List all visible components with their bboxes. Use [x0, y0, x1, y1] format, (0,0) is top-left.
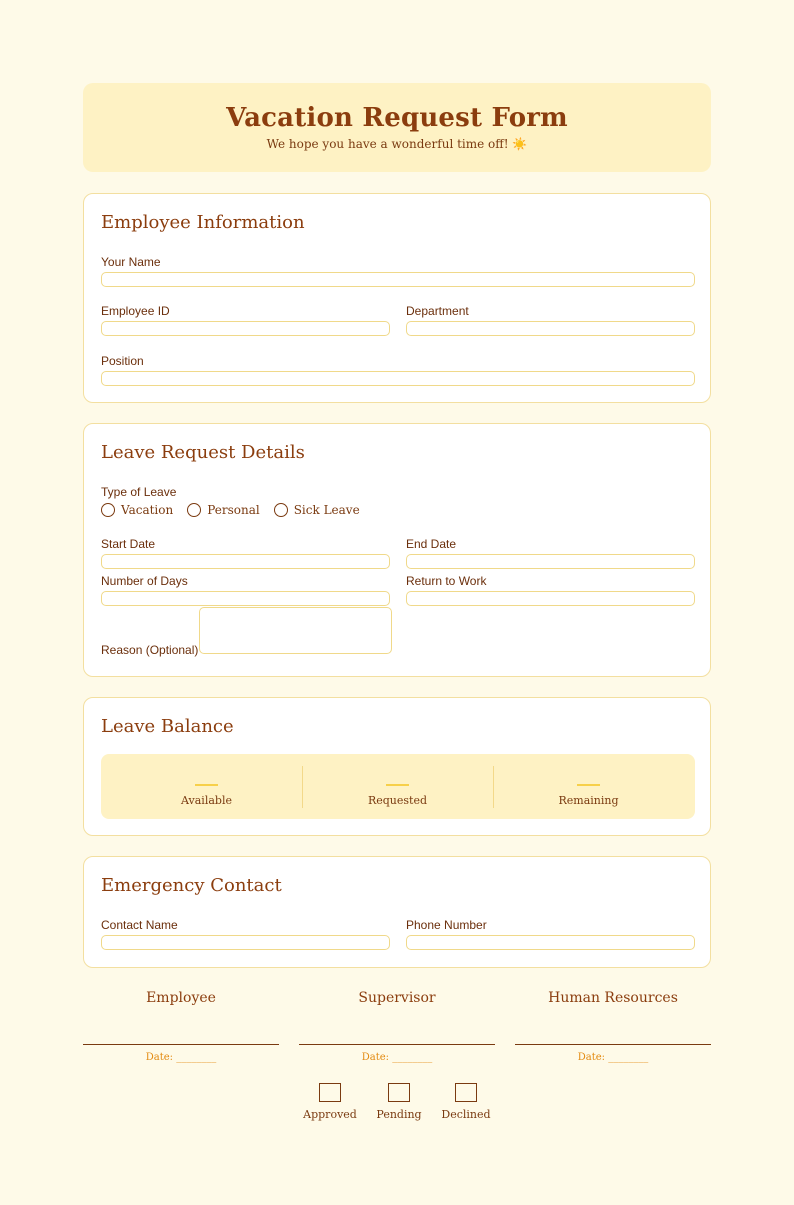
leave-type-label: Type of Leave — [101, 485, 177, 499]
section-heading: Leave Balance — [101, 716, 234, 737]
radio-label-sick-leave: Sick Leave — [293, 503, 360, 517]
leave-balance-section — [83, 697, 711, 836]
leave-request-section — [83, 423, 711, 677]
status-label: Pending — [376, 1108, 422, 1121]
page-subtitle: We hope you have a wonderful time off! ☀️ — [266, 137, 528, 151]
approved-checkbox[interactable] — [319, 1083, 341, 1102]
signature-date: Date: ________ — [145, 1052, 217, 1063]
signature-date: Date: ________ — [577, 1052, 649, 1063]
name-label: Your Name — [101, 255, 161, 269]
signature-role: Human Resources — [548, 990, 678, 1006]
signature-role: Supervisor — [358, 990, 436, 1006]
radio-personal[interactable] — [187, 503, 201, 517]
status-label: Declined — [441, 1108, 491, 1121]
signature-employee — [83, 990, 279, 1063]
signature-supervisor — [299, 990, 495, 1063]
status-declined — [431, 1083, 501, 1121]
form-header — [83, 83, 711, 172]
section-heading: Employee Information — [101, 212, 305, 233]
balance-label: Available — [181, 794, 232, 807]
signature-line[interactable] — [515, 1044, 711, 1045]
declined-checkbox[interactable] — [455, 1083, 477, 1102]
radio-sick-leave[interactable] — [274, 503, 288, 517]
section-heading: Leave Request Details — [101, 442, 305, 463]
status-pending — [364, 1083, 434, 1121]
emergency-contact-section — [83, 856, 711, 968]
employee-id-input[interactable] — [101, 321, 390, 336]
page-title: Vacation Request Form — [226, 103, 568, 133]
department-label: Department — [406, 304, 469, 318]
leave-type-options — [101, 503, 374, 517]
signature-date: Date: ________ — [361, 1052, 433, 1063]
return-to-work-label: Return to Work — [406, 574, 487, 588]
number-of-days-input[interactable] — [101, 591, 390, 606]
balance-value — [195, 784, 218, 786]
status-approved — [295, 1083, 365, 1121]
return-to-work-input[interactable] — [406, 591, 695, 606]
start-date-label: Start Date — [101, 537, 156, 551]
radio-vacation[interactable] — [101, 503, 115, 517]
section-heading: Emergency Contact — [101, 875, 282, 896]
radio-label-vacation: Vacation — [121, 503, 174, 517]
name-input[interactable] — [101, 272, 695, 287]
position-label: Position — [101, 354, 144, 368]
balance-available — [111, 766, 302, 808]
pending-checkbox[interactable] — [388, 1083, 410, 1102]
employee-information-section — [83, 193, 711, 403]
department-input[interactable] — [406, 321, 695, 336]
position-input[interactable] — [101, 371, 695, 386]
signature-line[interactable] — [83, 1044, 279, 1045]
balance-value — [386, 784, 409, 786]
status-label: Approved — [303, 1108, 357, 1121]
signature-role: Employee — [146, 990, 216, 1006]
balance-remaining — [493, 766, 684, 808]
phone-number-input[interactable] — [406, 935, 695, 950]
vacation-form — [83, 83, 711, 1121]
reason-textarea[interactable] — [199, 607, 392, 654]
reason-label: Reason (Optional) — [101, 643, 199, 657]
end-date-label: End Date — [406, 537, 457, 551]
signature-line[interactable] — [299, 1044, 495, 1045]
balance-requested — [302, 766, 493, 808]
number-of-days-label: Number of Days — [101, 574, 188, 588]
contact-name-input[interactable] — [101, 935, 390, 950]
phone-number-label: Phone Number — [406, 918, 487, 932]
radio-label-personal: Personal — [207, 503, 260, 517]
contact-name-label: Contact Name — [101, 918, 178, 932]
balance-label: Remaining — [558, 794, 619, 807]
balance-label: Requested — [367, 794, 428, 807]
signature-hr — [515, 990, 711, 1063]
employee-id-label: Employee ID — [101, 304, 170, 318]
balance-value — [577, 784, 600, 786]
end-date-input[interactable] — [406, 554, 695, 569]
start-date-input[interactable] — [101, 554, 390, 569]
balance-panel — [101, 754, 695, 819]
